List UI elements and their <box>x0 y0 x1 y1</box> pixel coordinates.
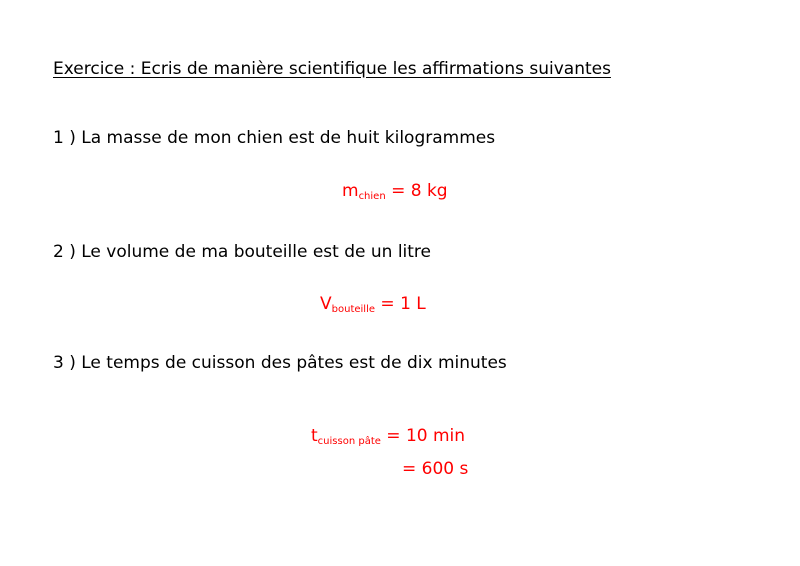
answer-1-subscript: chien <box>358 191 386 202</box>
answer-3 <box>311 426 465 446</box>
answer-2-subscript: bouteille <box>331 304 376 315</box>
answer-1 <box>342 181 448 201</box>
answer-1-symbol: m <box>342 181 359 201</box>
answer-3-symbol: t <box>311 426 318 446</box>
answer-3-conversion: = 600 s <box>402 459 469 479</box>
answer-2-value: = 1 L <box>375 294 426 314</box>
question-3: 3 ) Le temps de cuisson des pâtes est de dix minutes <box>53 353 507 373</box>
exercise-title: Exercice : Ecris de manière scientifique les affirmations suivantes <box>53 59 611 79</box>
answer-3-subscript: cuisson pâte <box>317 436 381 447</box>
answer-3-value: = 10 min <box>380 426 466 446</box>
question-2: 2 ) Le volume de ma bouteille est de un litre <box>53 242 432 262</box>
question-1: 1 ) La masse de mon chien est de huit kilogrammes <box>53 128 496 148</box>
answer-2 <box>320 294 426 314</box>
answer-2-symbol: V <box>320 294 332 314</box>
answer-1-value: = 8 kg <box>385 181 448 201</box>
